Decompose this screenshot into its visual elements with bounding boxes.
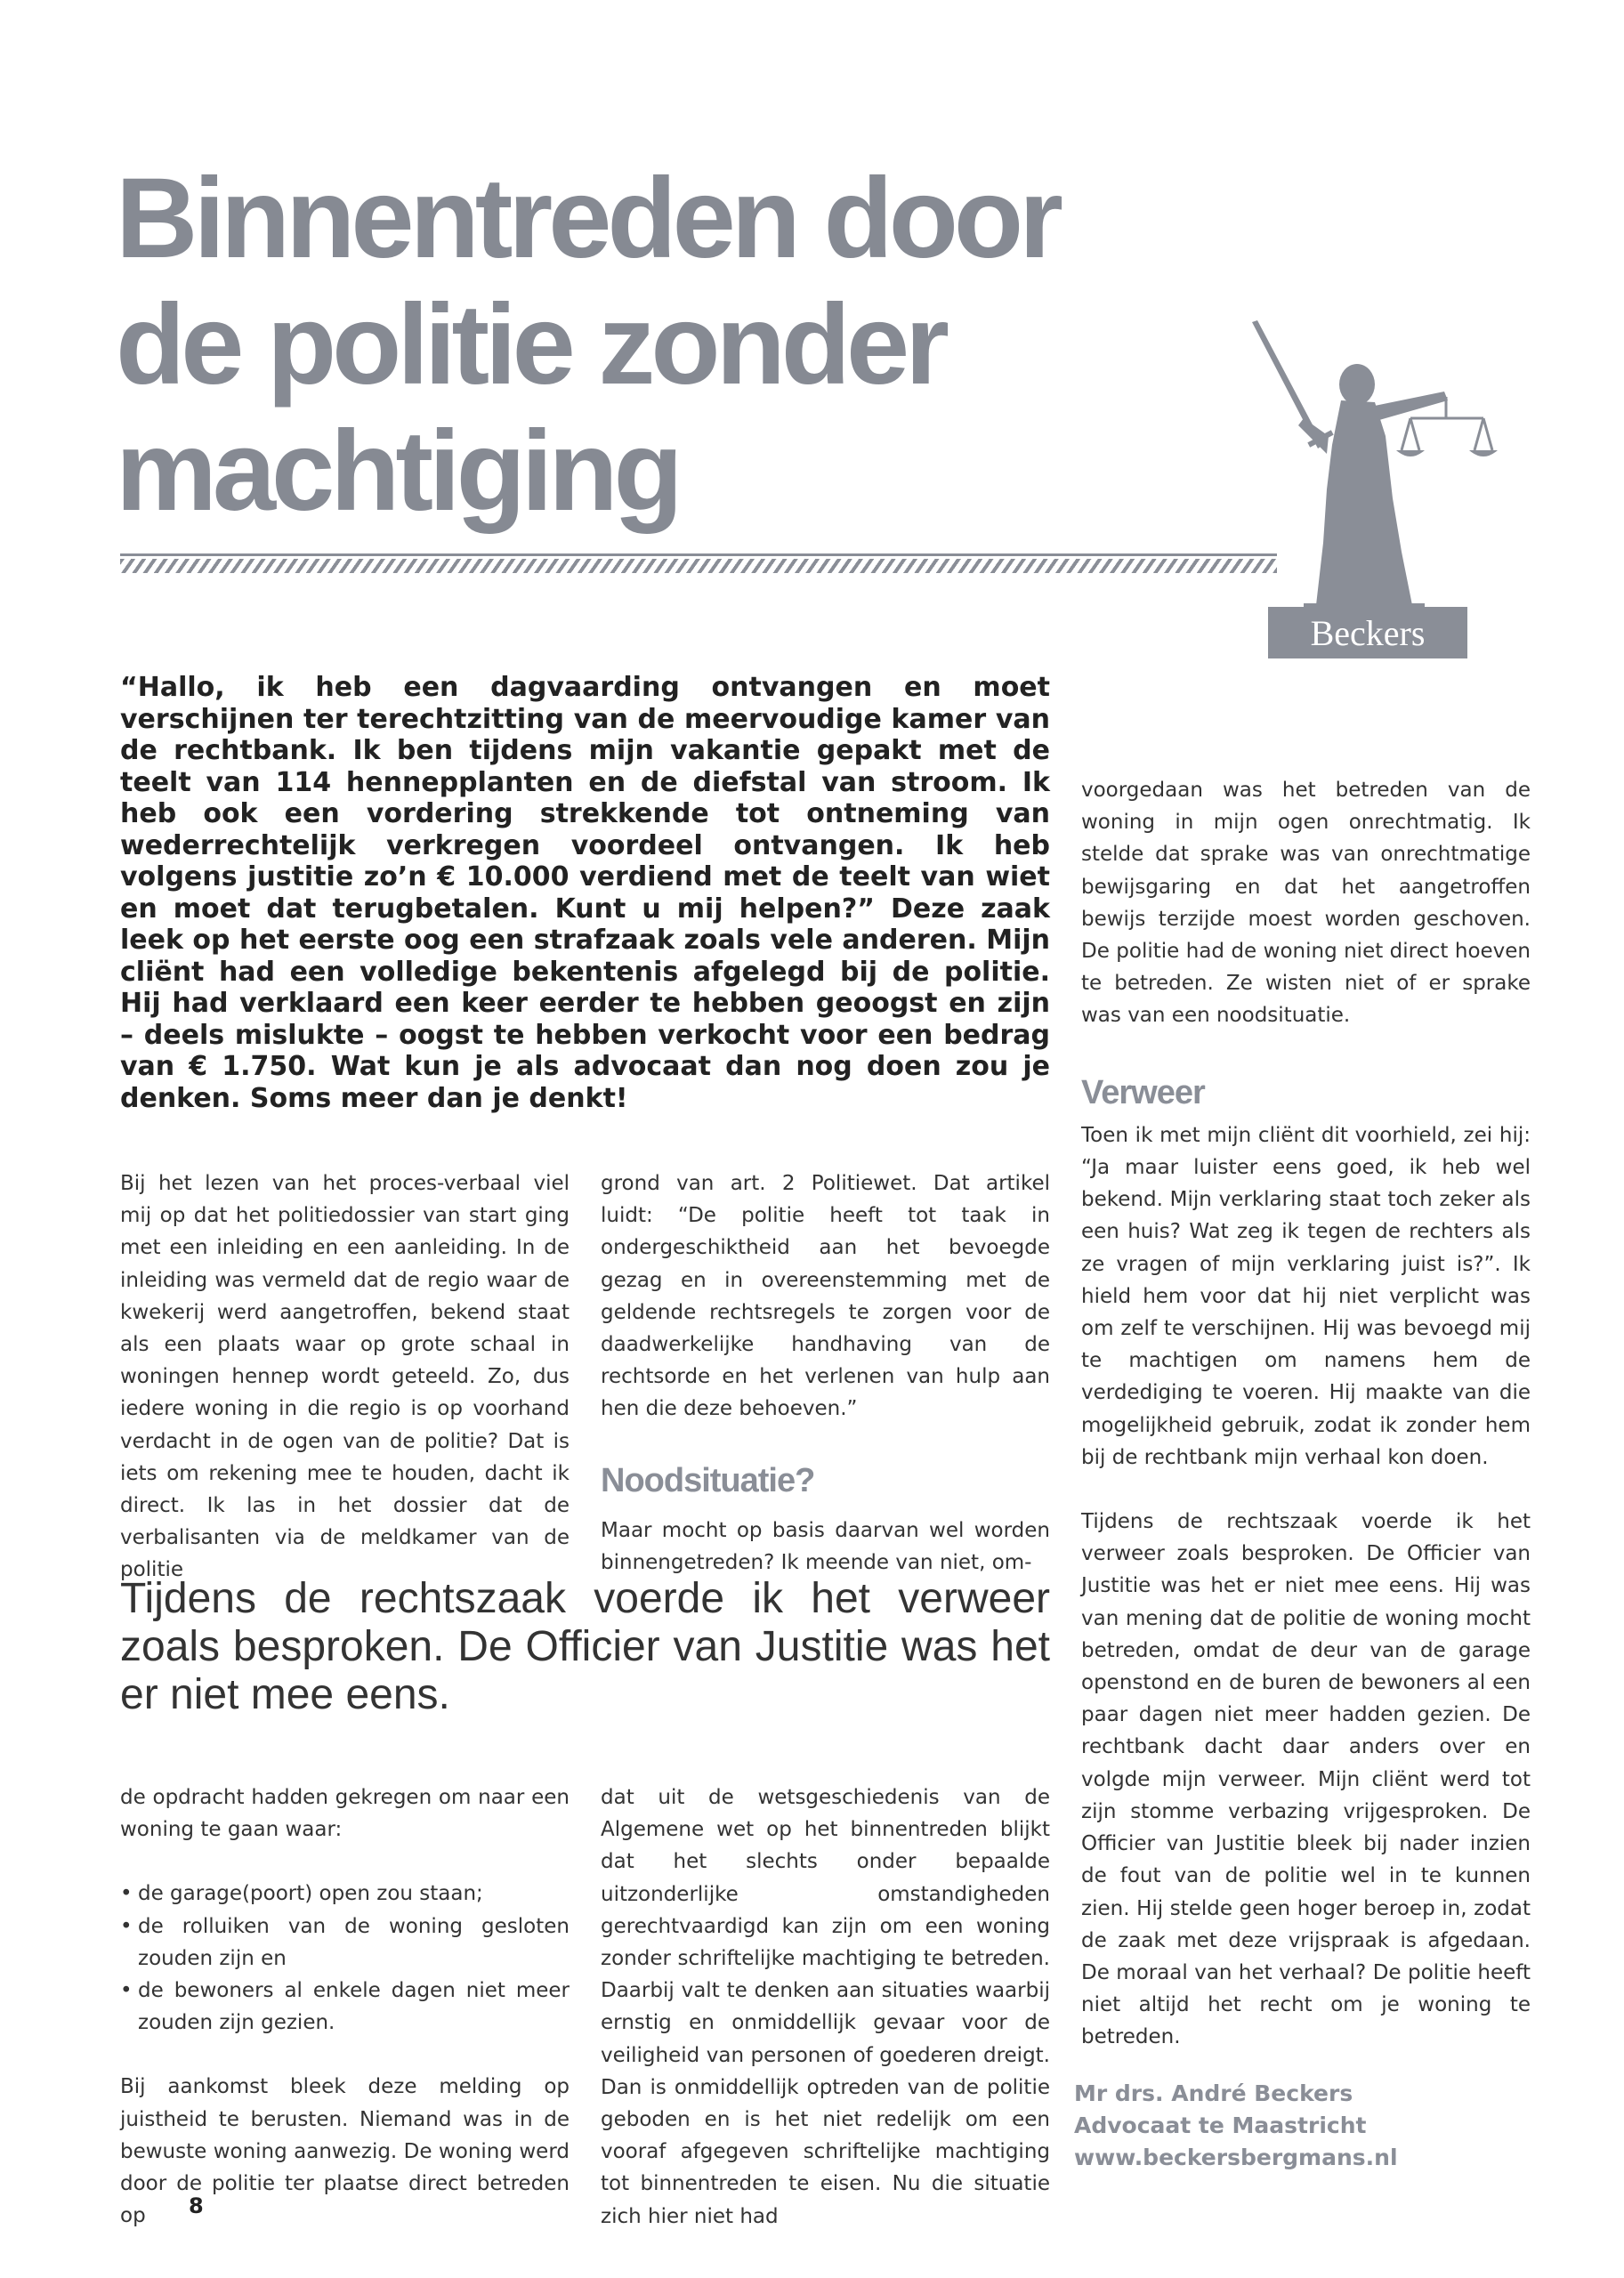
- body-paragraph: Bij het lezen van het proces-verbaal viel mij op dat het politiedossier van start ging met een inleiding en een aanleiding. In de inleiding was vermeld dat de regio waar de kwekerij werd aangetroffen, bekend staat als een plaats waar op grote schaal in woningen hennep wordt geteeld. Zo, dus iedere woning in die regio is op voorhand verdacht in de ogen van de politie? Dat is iets om rekening mee te houden, dacht ik direct. Ik las in het dossier dat de verbalisanten via de meldkamer van de politie: [120, 1172, 570, 1582]
- beckers-logo: [1241, 311, 1535, 658]
- body-paragraph: voorgedaan was het betreden van de woning in mijn ogen onrechtmatig. Ik stelde dat sprake was van onrechtmatige bewijsgaring en dat het aangetroffen bewijs terzijde moest worden geschoven. De politie had de woning niet direct hoeven te betreden. Ze wisten niet of er sprake was van een noodsituatie.: [1081, 779, 1531, 1028]
- column-2-top: [601, 1167, 1050, 1579]
- body-paragraph: Maar mocht op basis daarvan wel worden binnengetreden? Ik meende van niet, om-: [601, 1518, 1050, 1575]
- title-line: machtiging: [116, 408, 679, 535]
- column-3: [1081, 774, 1531, 2054]
- article-title: [116, 156, 1139, 535]
- pull-quote: Tijdens de rechtszaak voerde ik het verweer zoals besproken. De Officier van Justitie was het er niet mee eens.: [120, 1575, 1050, 1718]
- body-paragraph: dat uit de wetsgeschiedenis van de Algemene wet op het binnentreden blijkt dat het slechts onder bepaalde uitzonderlijke omstandigheden gerechtvaardigd kan zijn om een woning zonder schriftelijke machtiging te betreden. Daarbij valt te denken aan situaties waarbij ernstig en onmiddellijk gevaar voor de veiligheid van personen of goederen dreigt. Dan is onmiddellijk optreden van de politie geboden en is het niet redelijk om een vooraf afgegeven schriftelijke machtiging tot binnentreden te eisen. Nu die situatie zich hier niet had: [601, 1786, 1050, 2228]
- body-paragraph: Tijdens de rechtszaak voerde ik het verweer zoals besproken. De Officier van Justitie was het er niet mee eens. Hij was van mening dat de politie de woning mocht betreden, omdat de deur van de garage openstond en de buren de bewoners al een paar dagen niet meer hadden gezien. De rechtbank dacht daar anders over en volgde mijn verweer. Mijn cliënt werd tot zijn stomme verbazing vrijgesproken. De Officier van Justitie bleek bij nader inzien de fout van de politie wel in te kunnen zien. Hij stelde geen hoger beroep in, zodat de zaak met deze vrijspraak is afgedaan. De moraal van het verhaal? De politie heeft niet altijd het recht om je woning te betreden.: [1081, 1510, 1531, 2049]
- title-line: Binnentreden door: [116, 155, 1059, 282]
- page-number: 8: [189, 2193, 204, 2218]
- column-1-bottom: [120, 1781, 570, 2232]
- bullet-list: [120, 1878, 570, 2039]
- title-line: de politie zonder: [116, 281, 945, 408]
- body-paragraph: Bij aankomst bleek deze melding op juistheid te berusten. Niemand was in de bewuste woning aanwezig. De woning werd door de politie ter plaatse direct betreden op: [120, 2075, 570, 2228]
- author-website: www.beckersbergmans.nl: [1074, 2145, 1398, 2170]
- list-item: • de garage(poort) open zou staan;: [120, 1878, 570, 1910]
- list-item: • de rolluiken van de woning gesloten zouden zijn en: [120, 1910, 570, 1975]
- author-signature: [1074, 2078, 1398, 2174]
- title-divider: [120, 553, 1277, 573]
- body-paragraph: Toen ik met mijn cliënt dit voorhield, zei hij: “Ja maar luister eens goed, ik heb wel bekend. Mijn verklaring staat toch zeker als een huis? Wat zeg ik tegen de rechters als ze vragen of mijn verklaring juist is?”. Ik hield hem voor dat hij niet verplicht was om zelf te verschijnen. Hij was bevoegd mij te machtigen om namens hem de verdediging te voeren. Hij maakte van die mogelijkheid gebruik, zodat ik zonder hem bij de rechtbank mijn verhaal kon doen.: [1081, 1123, 1531, 1469]
- body-paragraph: grond van art. 2 Politiewet. Dat artikel luidt: “De politie heeft tot taak in ondergeschiktheid aan het bevoegde gezag en in overeenstemming met de geldende rechtsregels te zorgen voor de daadwerkelijke handhaving van de rechtsorde en het verlenen van hulp aan hen die deze behoeven.”: [601, 1172, 1050, 1421]
- logo-text: Beckers: [1310, 613, 1426, 653]
- column-2-bottom: [601, 1781, 1050, 2233]
- list-item: • de bewoners al enkele dagen niet meer zouden zijn gezien.: [120, 1975, 570, 2039]
- lead-paragraph: “Hallo, ik heb een dagvaarding ontvangen en moet verschijnen ter terechtzitting van de meervoudige kamer van de rechtbank. Ik ben tijdens mijn vakantie gepakt met de teelt van 114 hennepplanten en de diefstal van stroom. Ik heb ook een vordering strekkende tot ontneming van wederrechtelijk verkregen voordeel ontvangen. Ik heb volgens justitie zo’n € 10.000 verdiend met de teelt van wiet en moet dat terugbetalen. Kunt u mij helpen?” Deze zaak leek op het eerste oog een strafzaak zoals vele anderen. Mijn cliënt had een volledige bekentenis afgelegd bij de politie. Hij had verklaard een keer eerder te hebben geoogst en zijn – deels mislukte – oogst te hebben verkocht voor een bedrag van € 1.750. Wat kun je als advocaat dan nog doen zou je denken. Soms meer dan je denkt!: [120, 672, 1050, 1114]
- author-name: Mr drs. André Beckers: [1074, 2080, 1353, 2106]
- lady-justice-icon: [1241, 311, 1535, 658]
- author-title: Advocaat te Maastricht: [1074, 2112, 1367, 2138]
- body-paragraph: de opdracht hadden gekregen om naar een woning te gaan waar:: [120, 1786, 570, 1842]
- section-heading-noodsituatie: Noodsituatie?: [601, 1461, 815, 1499]
- section-heading-verweer: Verweer: [1081, 1073, 1205, 1111]
- column-1-top: [120, 1167, 570, 1587]
